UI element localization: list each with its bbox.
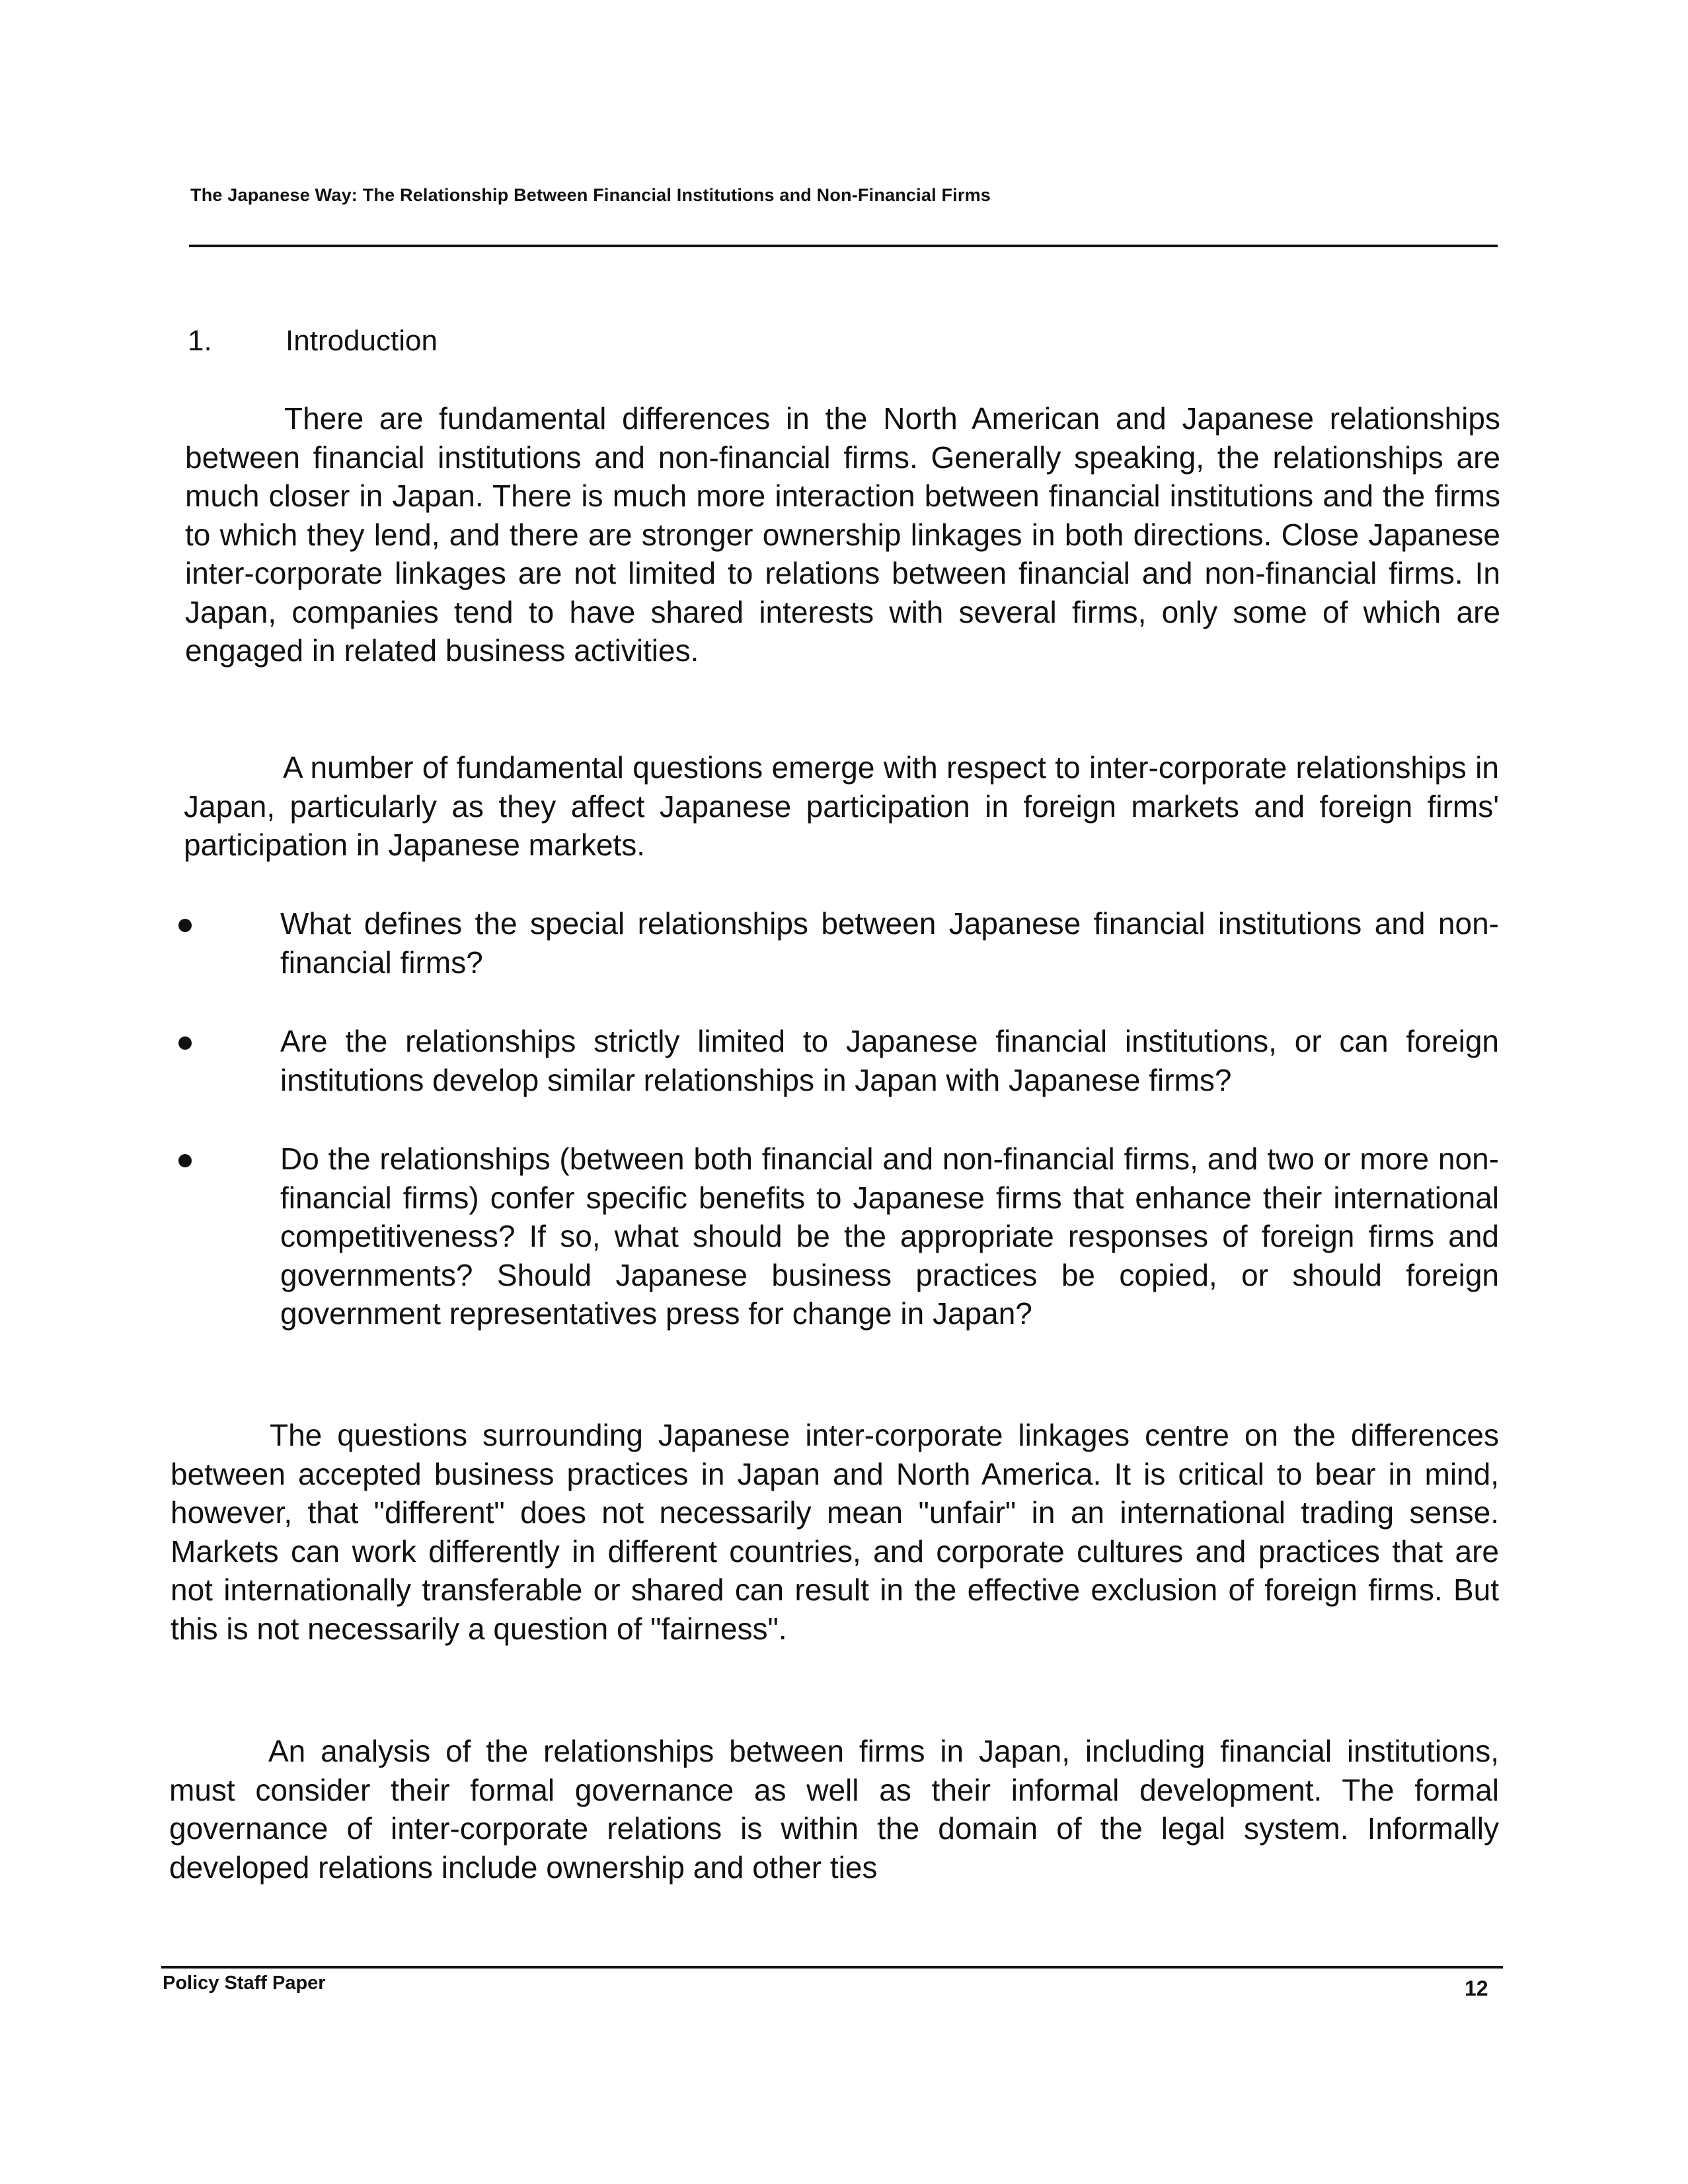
bullet-dot-icon [178, 919, 192, 932]
paragraph-1: There are fundamental differences in the North American and Japanese relationships between financial institutions and non-financial firms. Generally speaking, the relationships are much closer in Japan. There is much more interaction between financial institutions and the firms to which they lend, and there are stronger ownership linkages in both directions. Close Japanese inter-corporate linkages are not limited to relations between financial and non-financial firms. In Japan, companies tend to have shared interests with several firms, only some of which are engaged in related business activities. [185, 401, 1500, 668]
bullet-dot-icon [178, 1154, 192, 1167]
page-number: 12 [1465, 1976, 1488, 2000]
bullet-text: What defines the special relationships between Japanese financial institutions and non-financial firms? [280, 906, 1499, 980]
bullet-text: Do the relationships (between both financial and non-financial firms, and two or more non-financial firms) confer specific benefits to Japanese firms that enhance their international competitiveness? If so, what should be the appropriate responses of foreign firms and governments? Should Japanese business practices be copied, or should foreign government representatives press for change in Japan? [280, 1142, 1499, 1331]
bullet-dot-icon [178, 1036, 192, 1050]
running-header-title: The Japanese Way: The Relationship Between Financial Institutions and Non-Financial Firms [190, 185, 991, 205]
footer-publication: Policy Staff Paper [163, 1972, 326, 1994]
section-heading [188, 323, 438, 360]
section-title: Introduction [286, 325, 438, 357]
paragraph-2: A number of fundamental questions emerge with respect to inter-corporate relationships in Japan, particularly as they affect Japanese participation in foreign markets and foreign firms' participation in Japanese markets. [184, 750, 1499, 862]
header-rule [189, 245, 1498, 247]
paragraph-4: An analysis of the relationships between firms in Japan, including financial institutions, must consider their formal governance as well as their informal development. The formal governance of inter-corporate relations is within the domain of the legal system. Informally developed relations include ownership and other ties [169, 1734, 1499, 1885]
bullet-text: Are the relationships strictly limited to Japanese financial institutions, or can foreign institutions develop similar relationships in Japan with Japanese firms? [280, 1024, 1499, 1097]
paragraph-3: The questions surrounding Japanese inter-corporate linkages centre on the differences between accepted business practices in Japan and North America. It is critical to bear in mind, however, that "different" does not necessarily mean "unfair" in an international trading sense. Markets can work differently in different countries, and corporate cultures and practices that are not internationally transferable or shared can result in the effective exclusion of foreign firms. But this is not necessarily a question of "fairness". [171, 1418, 1499, 1646]
section-number: 1. [188, 325, 212, 357]
footer-rule [161, 1966, 1503, 1969]
